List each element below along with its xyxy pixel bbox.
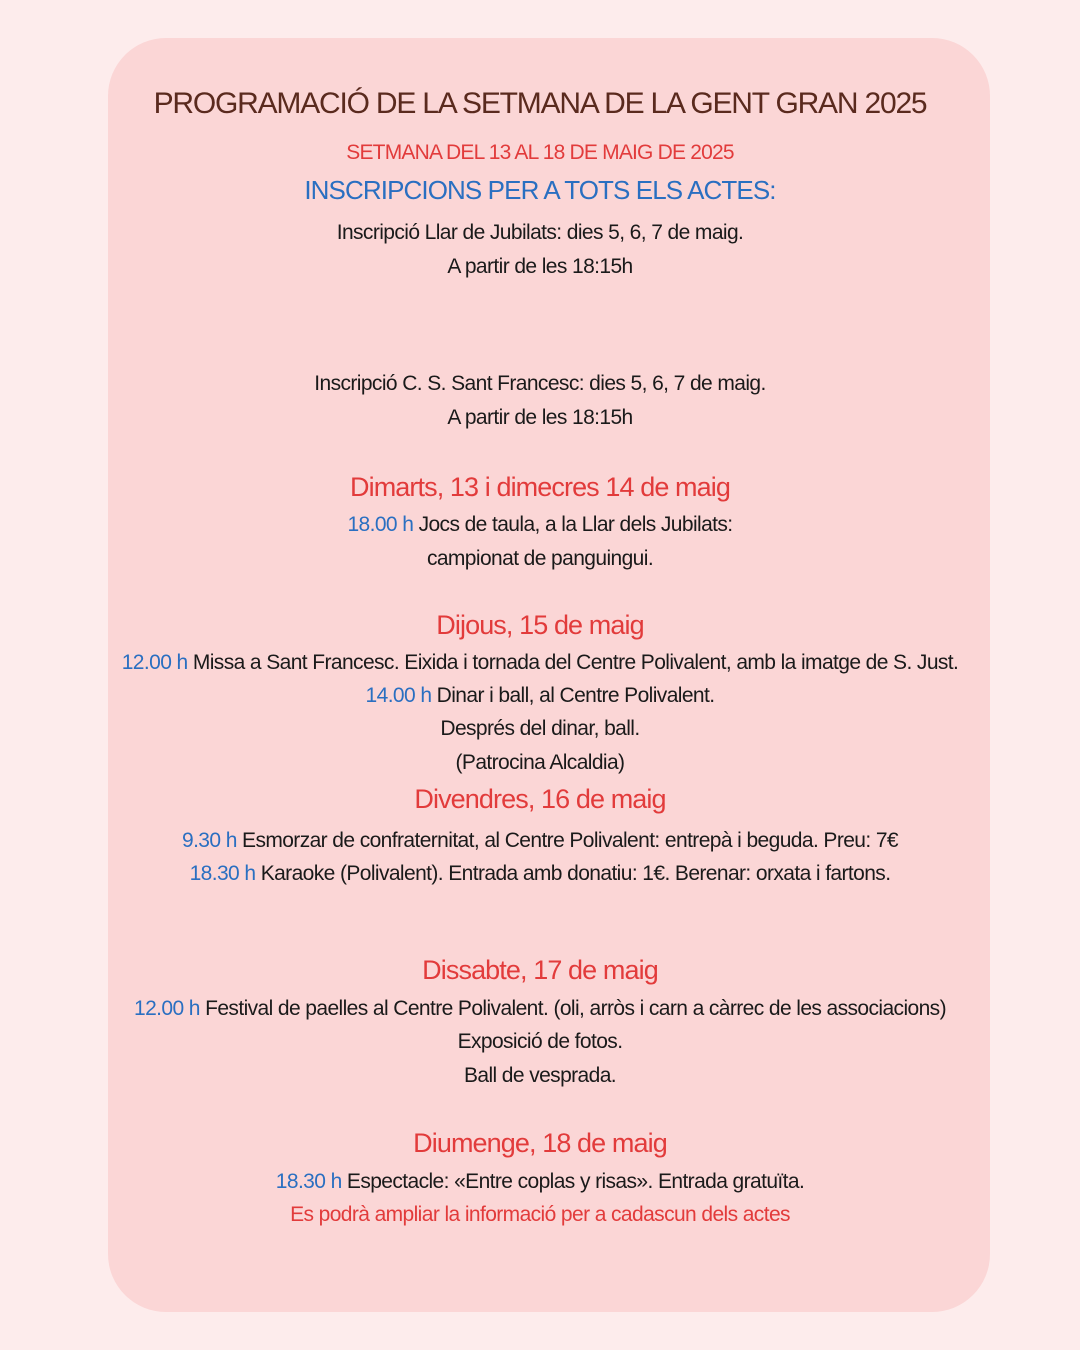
inscription-llar-line1: Inscripció Llar de Jubilats: dies 5, 6, 7 de maig.	[336, 221, 744, 244]
event-line	[0, 1169, 1080, 1194]
event-time: 18.00 h	[347, 513, 414, 536]
day-heading-saturday: Dissabte, 17 de maig	[422, 955, 658, 985]
event-line	[0, 996, 1080, 1021]
footer-note: Es podrà ampliar la informació per a cadascun dels actes	[290, 1203, 790, 1226]
event-note: (Patrocina Alcaldia)	[455, 751, 625, 774]
event-text: Espectacle: «Entre coplas y risas». Entrada gratuïta.	[346, 1170, 805, 1193]
event-line	[0, 828, 1080, 853]
day-heading-tuesday-wednesday: Dimarts, 13 i dimecres 14 de maig	[350, 472, 730, 502]
event-time: 18.30 h	[189, 862, 256, 885]
inscription-cs-line2: A partir de les 18:15h	[447, 406, 633, 429]
event-time: 12.00 h	[121, 651, 188, 674]
event-text: Missa a Sant Francesc. Eixida i tornada del Centre Polivalent, amb la imatge de S. Just.	[192, 651, 959, 674]
inscriptions-heading: INSCRIPCIONS PER A TOTS ELS ACTES:	[304, 175, 776, 205]
event-time: 9.30 h	[181, 829, 237, 852]
event-text: Jocs de taula, a la Llar dels Jubilats:	[418, 513, 733, 536]
event-text: Esmorzar de confraternitat, al Centre Polivalent: entrepà i beguda. Preu: 7€	[242, 829, 898, 852]
event-line	[0, 650, 1080, 675]
event-line	[0, 861, 1080, 886]
inscription-cs-line1: Inscripció C. S. Sant Francesc: dies 5, 6, 7 de maig.	[314, 372, 766, 395]
event-time: 18.30 h	[275, 1170, 342, 1193]
event-note: Exposició de fotos.	[457, 1030, 623, 1053]
event-note: campionat de panguingui.	[426, 547, 654, 570]
event-note: Ball de vesprada.	[463, 1064, 617, 1087]
day-heading-friday: Divendres, 16 de maig	[414, 784, 666, 814]
event-text: Festival de paelles al Centre Polivalent. (oli, arròs i carn a càrrec de les associacions)	[205, 997, 946, 1020]
event-line	[0, 512, 1080, 537]
event-text: Dinar i ball, al Centre Polivalent.	[436, 684, 715, 707]
event-note: Després del dinar, ball.	[440, 717, 640, 740]
event-line	[0, 683, 1080, 708]
event-text: Karaoke (Polivalent). Entrada amb donatiu: 1€. Berenar: orxata i fartons.	[260, 862, 891, 885]
day-heading-sunday: Diumenge, 18 de maig	[413, 1128, 667, 1158]
day-heading-thursday: Dijous, 15 de maig	[436, 610, 644, 640]
page-subtitle: SETMANA DEL 13 AL 18 DE MAIG DE 2025	[346, 141, 734, 164]
page-title: PROGRAMACIÓ DE LA SETMANA DE LA GENT GRAN 2025	[153, 87, 927, 120]
inscription-llar-line2: A partir de les 18:15h	[447, 255, 633, 278]
event-time: 12.00 h	[134, 997, 200, 1020]
event-time: 14.00 h	[365, 684, 432, 707]
